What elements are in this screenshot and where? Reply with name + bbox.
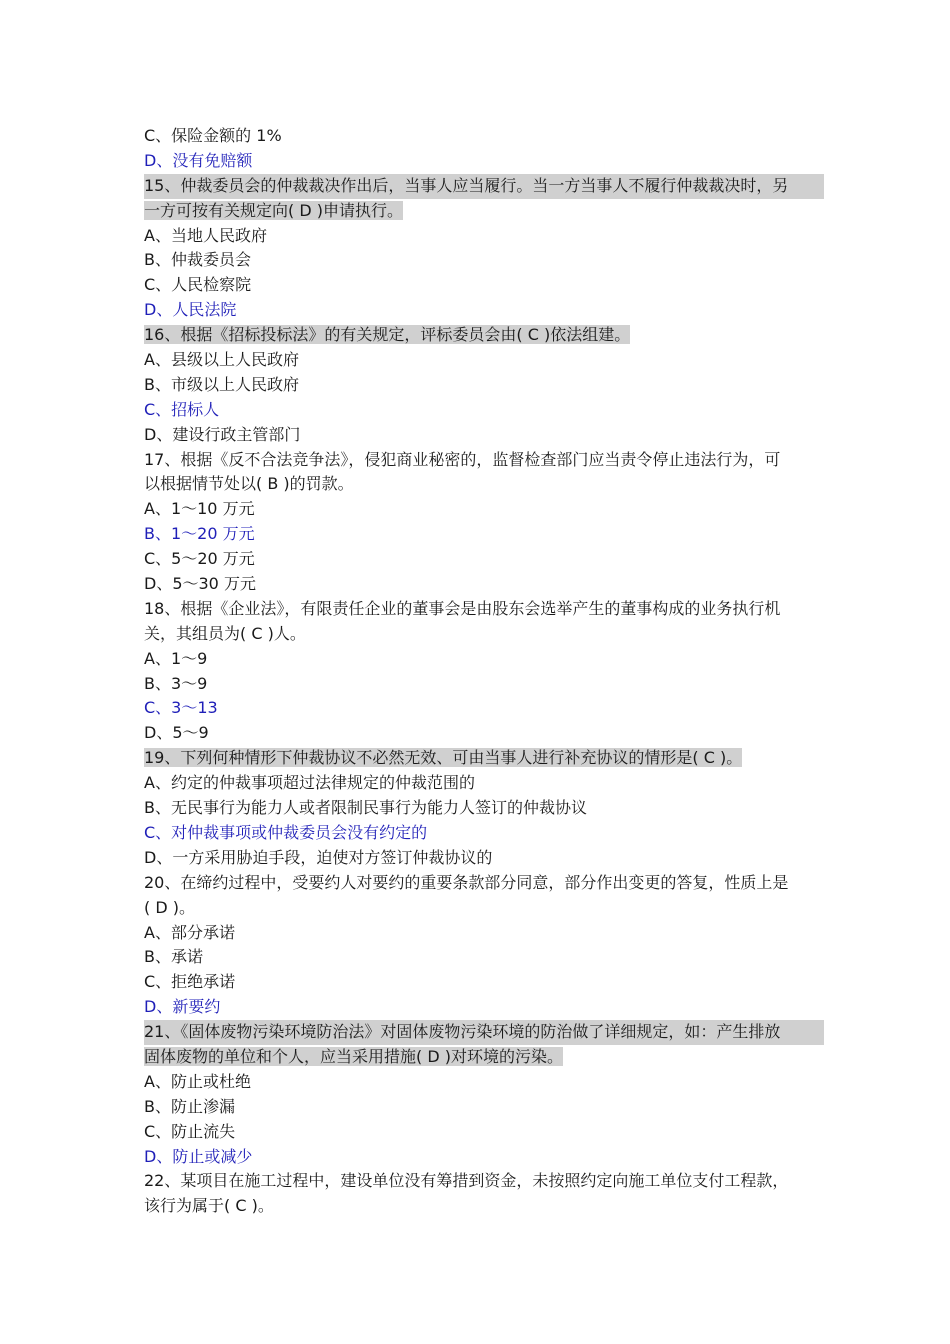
question-line: 该行为属于( C )。 <box>144 1196 274 1216</box>
question-line: 一方可按有关规定向( D )申请执行。 <box>144 200 403 220</box>
option-line: A、1～9 <box>144 648 208 668</box>
option-line: A、约定的仲裁事项超过法律规定的仲裁范围的 <box>144 773 475 793</box>
option-line: A、部分承诺 <box>144 922 235 942</box>
answer-line: D、没有免赔额 <box>144 150 253 170</box>
answer-line: D、人民法院 <box>144 300 237 320</box>
answer-line: C、招标人 <box>144 399 220 419</box>
question-line: 15、仲裁委员会的仲裁裁决作出后，当事人应当履行。当一方当事人不履行仲裁裁决时，另 <box>144 174 824 199</box>
option-line: C、5～20 万元 <box>144 549 255 569</box>
question-line: 22、某项目在施工过程中，建设单位没有筹措到资金，未按照约定向施工单位支付工程款， <box>144 1171 789 1191</box>
option-line: C、防止流失 <box>144 1121 236 1141</box>
question-line: ( D )。 <box>144 897 195 917</box>
question-line: 17、根据《反不合法竞争法》，侵犯商业秘密的，监督检查部门应当责令停止违法行为，可 <box>144 449 781 469</box>
question-line: 16、根据《招标投标法》的有关规定，评标委员会由( C )依法组建。 <box>144 325 631 345</box>
option-line: B、3～9 <box>144 673 208 693</box>
option-line: A、防止或杜绝 <box>144 1071 251 1091</box>
question-line: 19、下列何种情形下仲裁协议不必然无效、可由当事人进行补充协议的情形是( C )。 <box>144 748 743 768</box>
question-line: 关，其组员为( C )人。 <box>144 623 306 643</box>
option-line: B、承诺 <box>144 947 203 967</box>
answer-line: D、新要约 <box>144 997 221 1017</box>
option-line: B、无民事行为能力人或者限制民事行为能力人签订的仲裁协议 <box>144 798 587 818</box>
answer-line: C、对仲裁事项或仲裁委员会没有约定的 <box>144 822 428 842</box>
option-line: D、建设行政主管部门 <box>144 424 301 444</box>
option-line: B、防止渗漏 <box>144 1096 235 1116</box>
option-line: D、5～9 <box>144 723 209 743</box>
option-line: A、当地人民政府 <box>144 225 267 245</box>
option-line: A、1～10 万元 <box>144 499 255 519</box>
option-line: A、县级以上人民政府 <box>144 350 299 370</box>
answer-line: C、3～13 <box>144 698 218 718</box>
option-line: C、人民检察院 <box>144 275 252 295</box>
question-line: 18、根据《企业法》，有限责任企业的董事会是由股东会选举产生的董事构成的业务执行机 <box>144 598 781 618</box>
option-line: D、5～30 万元 <box>144 574 256 594</box>
option-line: D、一方采用胁迫手段，迫使对方签订仲裁协议的 <box>144 847 493 867</box>
option-line: C、保险金额的 1% <box>144 126 282 145</box>
question-line: 固体废物的单位和个人，应当采用措施( D )对环境的污染。 <box>144 1046 563 1066</box>
question-line: 21、《固体废物污染环境防治法》对固体废物污染环境的防治做了详细规定，如：产生排放 <box>144 1020 824 1045</box>
question-line: 20、在缔约过程中，受要约人对要约的重要条款部分同意，部分作出变更的答复，性质上是 <box>144 872 789 892</box>
option-line: B、仲裁委员会 <box>144 250 251 270</box>
question-line: 以根据情节处以( B )的罚款。 <box>144 474 354 494</box>
answer-line: B、1～20 万元 <box>144 524 255 544</box>
option-line: C、拒绝承诺 <box>144 972 236 992</box>
answer-line: D、防止或减少 <box>144 1146 253 1166</box>
document-body <box>144 124 824 1219</box>
option-line: B、市级以上人民政府 <box>144 374 299 394</box>
